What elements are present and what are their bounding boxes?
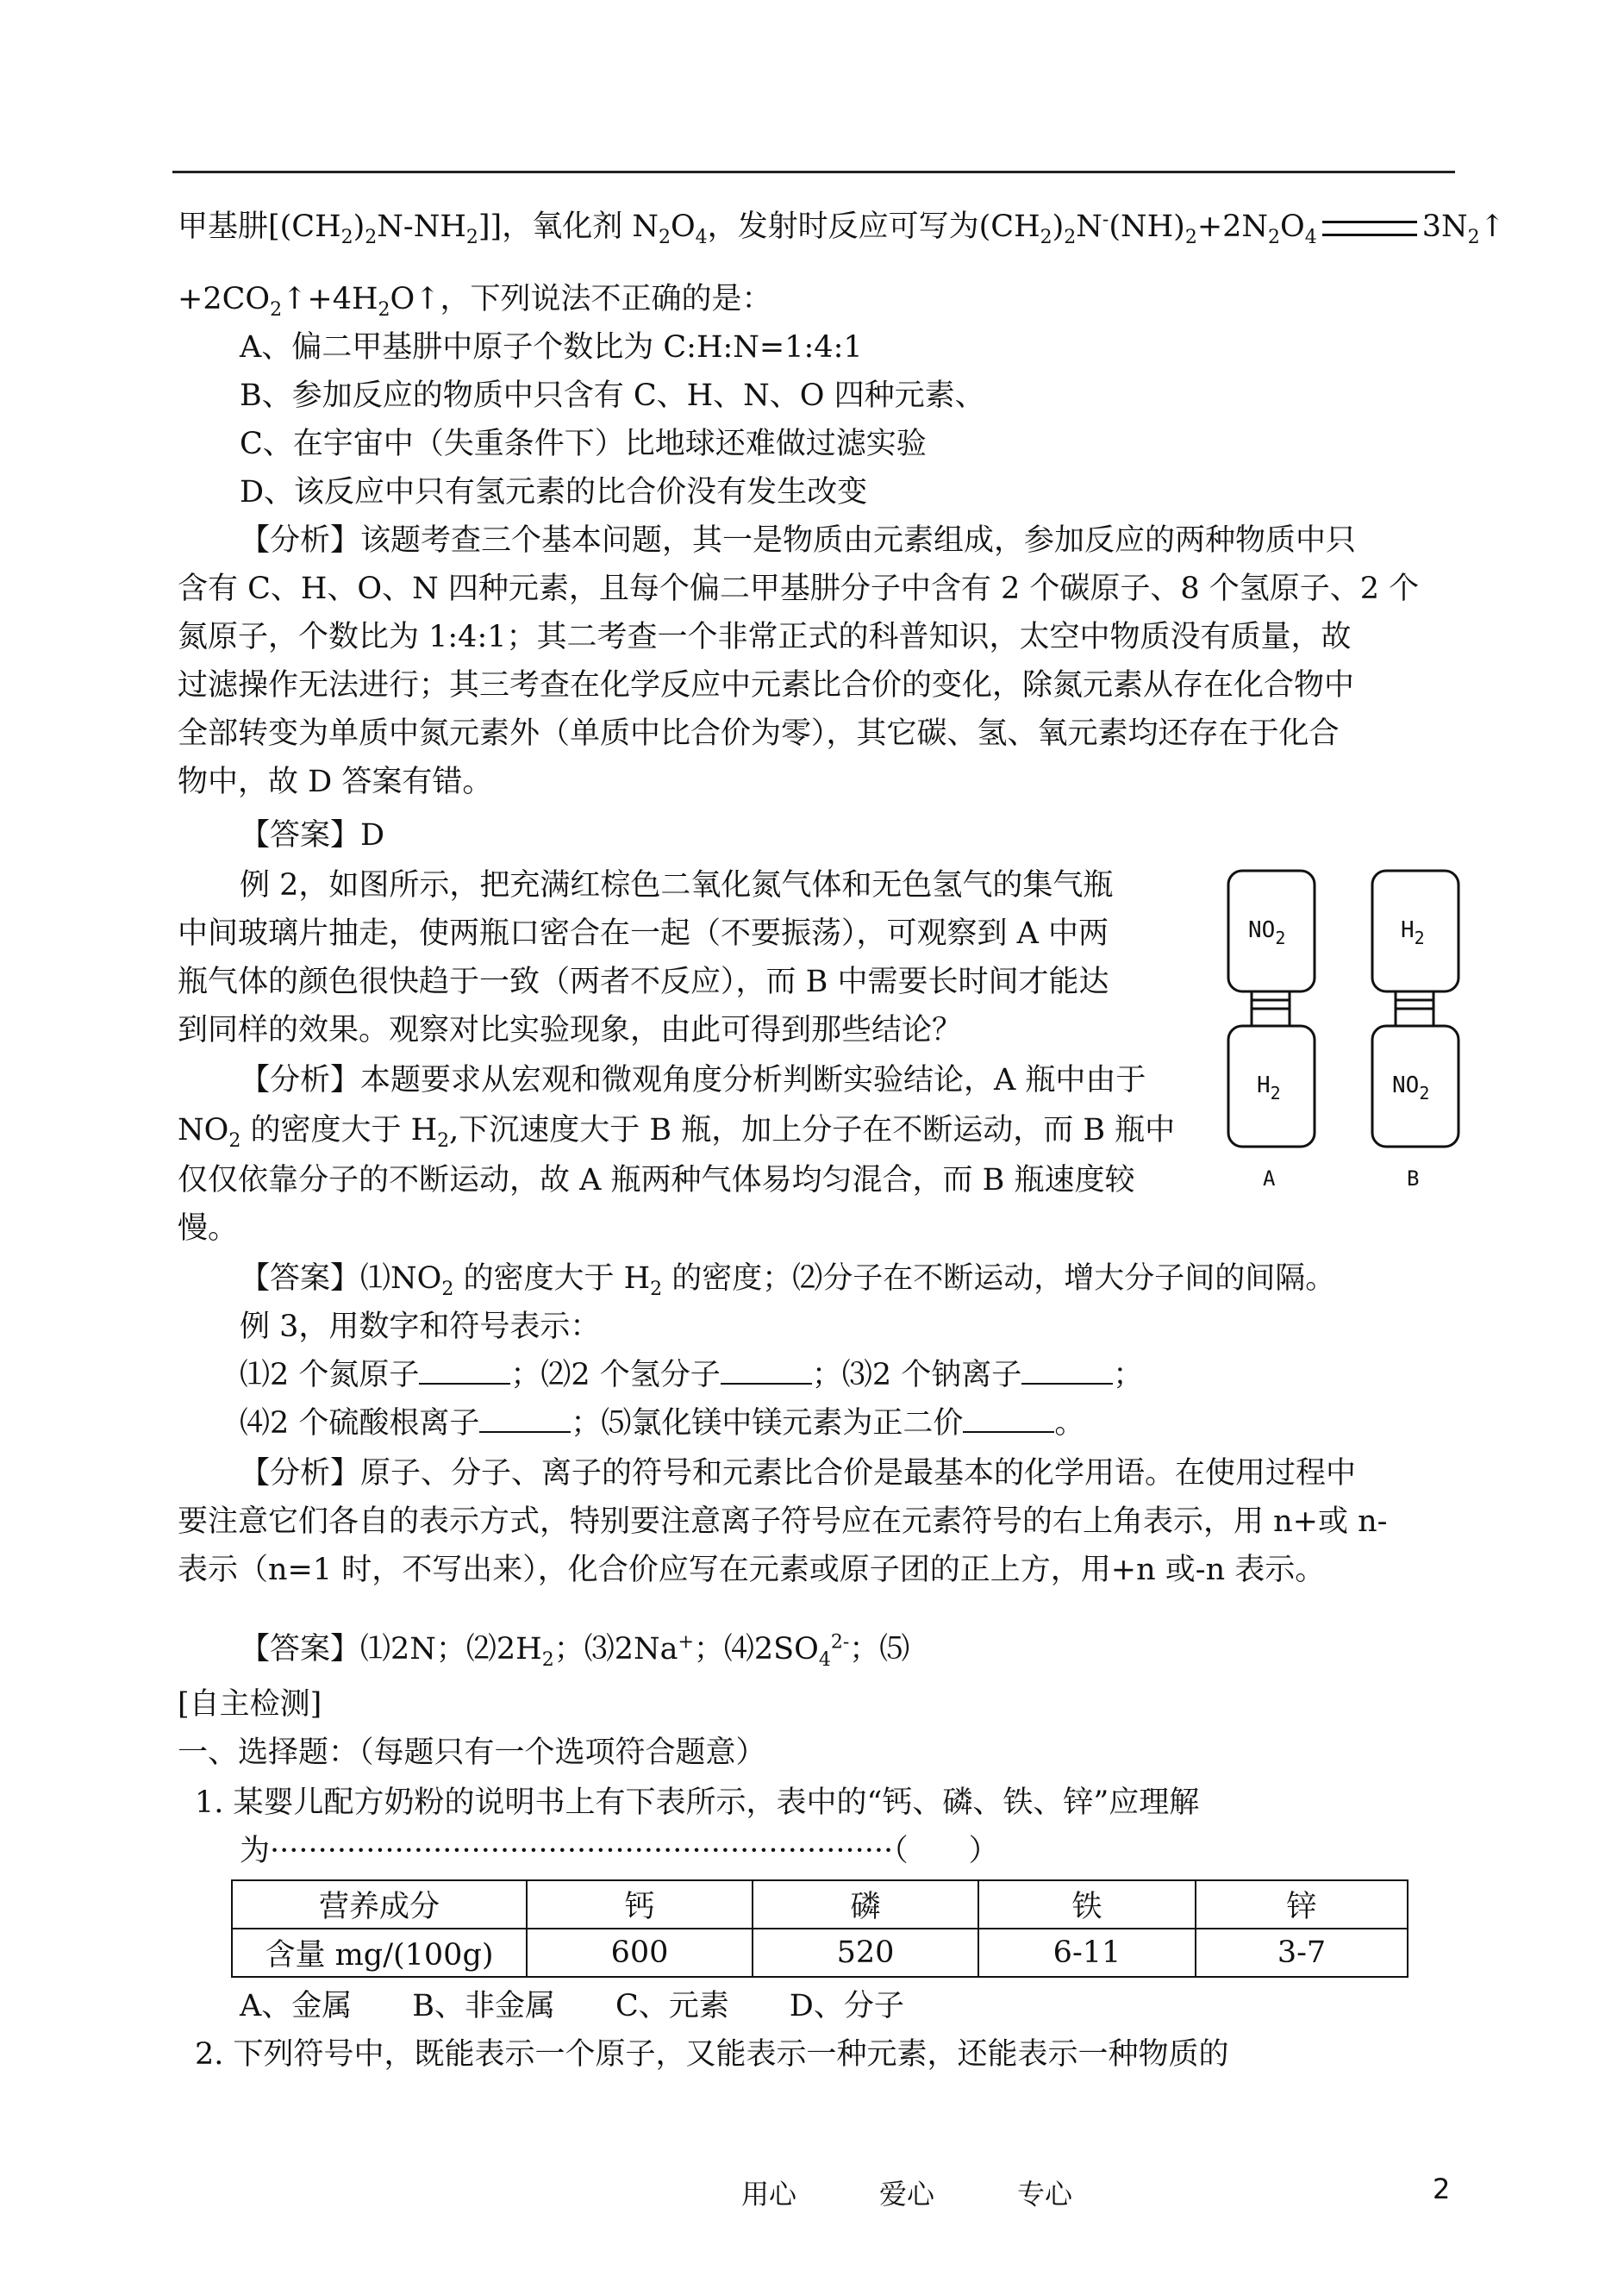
- jar-b-bottom-label: NO: [1392, 1072, 1420, 1098]
- jar-b-caption: B: [1407, 1166, 1420, 1191]
- header-rule: [172, 171, 1455, 173]
- question-1-options: A、金属 B、非金属 C、元素 D、分子: [240, 1989, 904, 2023]
- gas-jar-figure: [1224, 866, 1474, 1211]
- reaction-line-1: 甲基肼$[(CH_2)_2N-NH_2]$]，氧化剂 $N_2O_4$，发射时反应可写为$(CH_2)_2N^-(NH)_2+2N_2O_4$ $3N_2↑$: [178, 209, 1505, 248]
- answer-2: 【答案】$⑴NO_2$ 的密度大于 $H_2$ 的密度；⑵分子在不断运动，增大分子间的间隔。: [240, 1261, 1336, 1300]
- blank-3[interactable]: [1021, 1357, 1113, 1385]
- table-cell: 6-11: [978, 1929, 1196, 1977]
- example-3: 例 3，用数字和符号表示：: [240, 1310, 601, 1344]
- table-cell: 520: [753, 1929, 978, 1977]
- answer-1: 【答案】D: [240, 818, 385, 853]
- blank-4[interactable]: [479, 1405, 571, 1433]
- blank-2[interactable]: [721, 1357, 812, 1385]
- table-row: [232, 1929, 1408, 1977]
- analysis-3-line-3: 表示（n=1 时，不写出来），化合价应写在元素或原子团的正上方，用+n 或-n 表示。: [178, 1553, 1326, 1587]
- option-c: C、在宇宙中（失重条件下）比地球还难做过滤实验: [240, 427, 927, 461]
- question-2-line-1: 2. 下列符号中，既能表示一个原子，又能表示一种元素，还能表示一种物质的: [195, 2037, 1229, 2072]
- footer-slogan: 用心 爱心 专心: [741, 2178, 1073, 2211]
- table-header-cell: 营养成分: [232, 1880, 527, 1929]
- table-header-cell: 磷: [753, 1880, 978, 1929]
- analysis-1-line-3: 氮原子，个数比为 1:4:1；其二考查一个非常正式的科普知识，太空中物质没有质量，故: [178, 620, 1352, 654]
- jar-b-top-label: H: [1401, 917, 1415, 943]
- svg-text:H2: $H_2$: [1257, 1072, 1281, 1104]
- table-cell: 含量 mg/(100g): [232, 1929, 527, 1977]
- example-3-items-2: ⑷2 个硫酸根离子 ；⑸氯化镁中镁元素为正二价 。: [240, 1406, 1085, 1441]
- example-3-items-1: ⑴2 个氮原子 ；⑵2 个氢分子 ；⑶2 个钠离子 ；: [240, 1358, 1144, 1392]
- analysis-3-line-1: 【分析】原子、分子、离子的符号和元素比合价是最基本的化学用语。在使用过程中: [240, 1456, 1357, 1491]
- svg-text:H2: $H_2$: [1401, 917, 1425, 948]
- jar-a-top-label: NO: [1248, 917, 1276, 943]
- example-2-line-2: 中间玻璃片抽走，使两瓶口密合在一起（不要振荡），可观察到 A 中两: [178, 916, 1109, 951]
- analysis-1-line-2: 含有 C、H、O、N 四种元素，且每个偏二甲基肼分子中含有 2 个碳原子、8 个氢原子、2 个: [178, 572, 1420, 606]
- example-2-line-4: 到同样的效果。观察对比实验现象，由此可得到那些结论？: [178, 1013, 963, 1047]
- svg-text:NO2: $NO_2$: [1248, 917, 1286, 948]
- analysis-2-line-1: 【分析】本题要求从宏观和微观角度分析判断实验结论，A 瓶中由于: [240, 1063, 1146, 1097]
- section-1-heading: 一、选择题：（每题只有一个选项符合题意）: [178, 1735, 766, 1770]
- jar-a-caption: A: [1263, 1166, 1276, 1191]
- nutrition-table: [231, 1879, 1409, 1978]
- analysis-1-line-5: 全部转变为单质中氮元素外（单质中比合价为零），其它碳、氢、氧元素均还存在于化合: [178, 716, 1340, 751]
- table-header-cell: 铁: [978, 1880, 1196, 1929]
- analysis-2-line-2: $NO_2$ 的密度大于 $H_2$,下沉速度大于 B 瓶，加上分子在不断运动，而 B 瓶中: [178, 1113, 1176, 1152]
- option-a: A、偏二甲基肼中原子个数比为 C:H:N=1:4:1: [240, 330, 863, 365]
- table-cell: 600: [527, 1929, 753, 1977]
- table-header-cell: 钙: [527, 1880, 753, 1929]
- self-check-heading: [自主检测]: [178, 1687, 322, 1722]
- table-header-cell: 锌: [1196, 1880, 1408, 1929]
- example-2-line-3: 瓶气体的颜色很快趋于一致（两者不反应），而 B 中需要长时间才能达: [178, 965, 1109, 999]
- blank-1[interactable]: [419, 1357, 510, 1385]
- question-1-line-2: 为·································································（ ）: [240, 1834, 999, 1868]
- answer-3: 【答案】⑴2N；$⑵2H_2$；⑶2Na+；$⑷2SO_4^{2-}$；⑸: [240, 1631, 910, 1671]
- analysis-2-line-4: 慢。: [178, 1211, 239, 1246]
- option-d: D、该反应中只有氢元素的比合价没有发生改变: [240, 475, 868, 510]
- analysis-1-line-6: 物中，故 D 答案有错。: [178, 765, 493, 799]
- svg-text:NO2: $NO_2$: [1392, 1072, 1430, 1104]
- analysis-2-line-3: 仅仅依靠分子的不断运动，故 A 瓶两种气体易均匀混合，而 B 瓶速度较: [178, 1163, 1135, 1198]
- question-1-line-1: 1. 某婴儿配方奶粉的说明书上有下表所示，表中的“钙、磷、铁、锌”应理解: [195, 1785, 1200, 1820]
- table-cell: 3-7: [1196, 1929, 1408, 1977]
- equals-sign: [1322, 221, 1417, 236]
- analysis-1-line-4: 过滤操作无法进行；其三考查在化学反应中元素比合价的变化，除氮元素从存在化合物中: [178, 668, 1355, 703]
- option-b: B、参加反应的物质中只含有 C、H、N、O 四种元素、: [240, 378, 985, 413]
- blank-5[interactable]: [963, 1405, 1054, 1433]
- table-header-row: [232, 1880, 1408, 1929]
- analysis-3-line-2: 要注意它们各自的表示方式，特别要注意离子符号应在元素符号的右上角表示，用 n+或 n-: [178, 1504, 1388, 1539]
- page-number: 2: [1433, 2173, 1451, 2205]
- analysis-1-line-1: 【分析】该题考查三个基本问题，其一是物质由元素组成，参加反应的两种物质中只: [240, 523, 1357, 558]
- example-2-line-1: 例 2，如图所示，把充满红棕色二氧化氮气体和无色氢气的集气瓶: [240, 868, 1114, 903]
- jar-a-bottom-label: H: [1257, 1072, 1271, 1098]
- reaction-line-2: $+2CO_2↑+4H_2O↑$，下列说法不正确的是：: [178, 282, 772, 321]
